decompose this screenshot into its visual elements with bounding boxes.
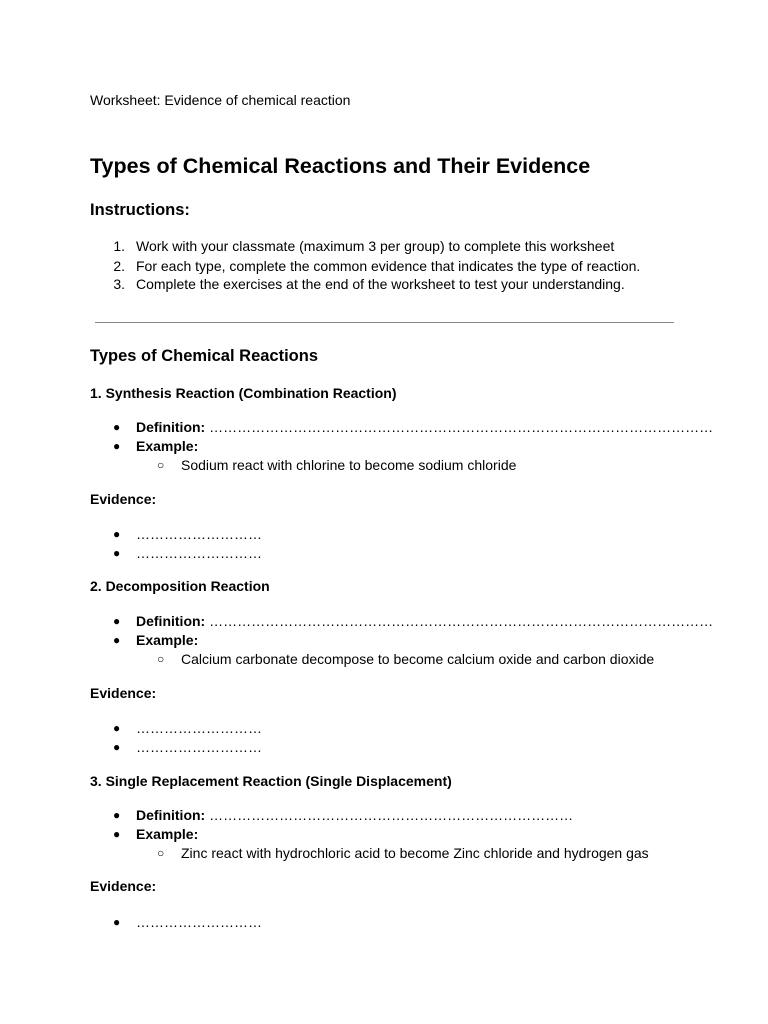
- definition-line: [136, 807, 573, 823]
- bullet-icon: ●: [113, 808, 121, 822]
- definition-blank: ………………………………………………………………………………………………: [209, 419, 714, 435]
- list-number: 3.: [113, 276, 125, 292]
- example-label: Example:: [136, 826, 199, 842]
- instruction-item: Work with your classmate (maximum 3 per group) to complete this worksheet: [136, 238, 615, 254]
- example-text: Sodium react with chlorine to become sodium chloride: [181, 457, 517, 473]
- bullet-icon: ●: [113, 827, 121, 841]
- example-line: [136, 826, 198, 842]
- definition-blank: ………………………………………………………………………………………………: [209, 613, 714, 629]
- definition-line: [136, 419, 713, 435]
- example-text: Calcium carbonate decompose to become calcium oxide and carbon dioxide: [181, 651, 655, 667]
- evidence-blank: ………………………: [136, 739, 262, 755]
- reaction-heading: 2. Decomposition Reaction: [90, 578, 270, 594]
- evidence-blank: ………………………: [136, 526, 262, 542]
- page-title: Types of Chemical Reactions and Their Evidence: [90, 154, 591, 178]
- example-label: Example:: [136, 632, 199, 648]
- bullet-icon: ●: [113, 915, 121, 929]
- instruction-item: For each type, complete the common evidence that indicates the type of reaction.: [136, 258, 641, 274]
- bullet-icon: ●: [113, 420, 121, 434]
- circle-bullet-icon: ○: [157, 846, 165, 860]
- bullet-icon: ●: [113, 633, 121, 647]
- instruction-item: Complete the exercises at the end of the worksheet to test your understanding.: [136, 276, 625, 292]
- definition-line: [136, 613, 713, 629]
- definition-blank: ……………………………………………………………………: [209, 807, 574, 823]
- evidence-heading: Evidence:: [90, 491, 157, 507]
- evidence-blank: ………………………: [136, 545, 262, 561]
- example-line: [136, 438, 198, 454]
- circle-bullet-icon: ○: [157, 652, 165, 666]
- reaction-heading: 3. Single Replacement Reaction (Single Displacement): [90, 773, 452, 789]
- evidence-heading: Evidence:: [90, 878, 157, 894]
- section-heading: Types of Chemical Reactions: [90, 347, 319, 365]
- example-label: Example:: [136, 438, 199, 454]
- horizontal-divider: [95, 322, 674, 323]
- bullet-icon: ●: [113, 546, 121, 560]
- circle-bullet-icon: ○: [157, 458, 165, 472]
- bullet-icon: ●: [113, 527, 121, 541]
- evidence-heading: Evidence:: [90, 685, 157, 701]
- example-line: [136, 632, 198, 648]
- reaction-heading: 1. Synthesis Reaction (Combination Reaction): [90, 385, 397, 401]
- bullet-icon: ●: [113, 721, 121, 735]
- instructions-heading: Instructions:: [90, 201, 190, 219]
- document-label: Worksheet: Evidence of chemical reaction: [90, 92, 351, 108]
- evidence-blank: ………………………: [136, 720, 262, 736]
- definition-label: Definition:: [136, 807, 206, 823]
- evidence-blank: ………………………: [136, 914, 262, 930]
- example-text: Zinc react with hydrochloric acid to become Zinc chloride and hydrogen gas: [181, 845, 649, 861]
- bullet-icon: ●: [113, 614, 121, 628]
- list-number: 2.: [113, 258, 125, 274]
- definition-label: Definition:: [136, 419, 206, 435]
- definition-label: Definition:: [136, 613, 206, 629]
- bullet-icon: ●: [113, 740, 121, 754]
- list-number: 1.: [113, 238, 125, 254]
- bullet-icon: ●: [113, 439, 121, 453]
